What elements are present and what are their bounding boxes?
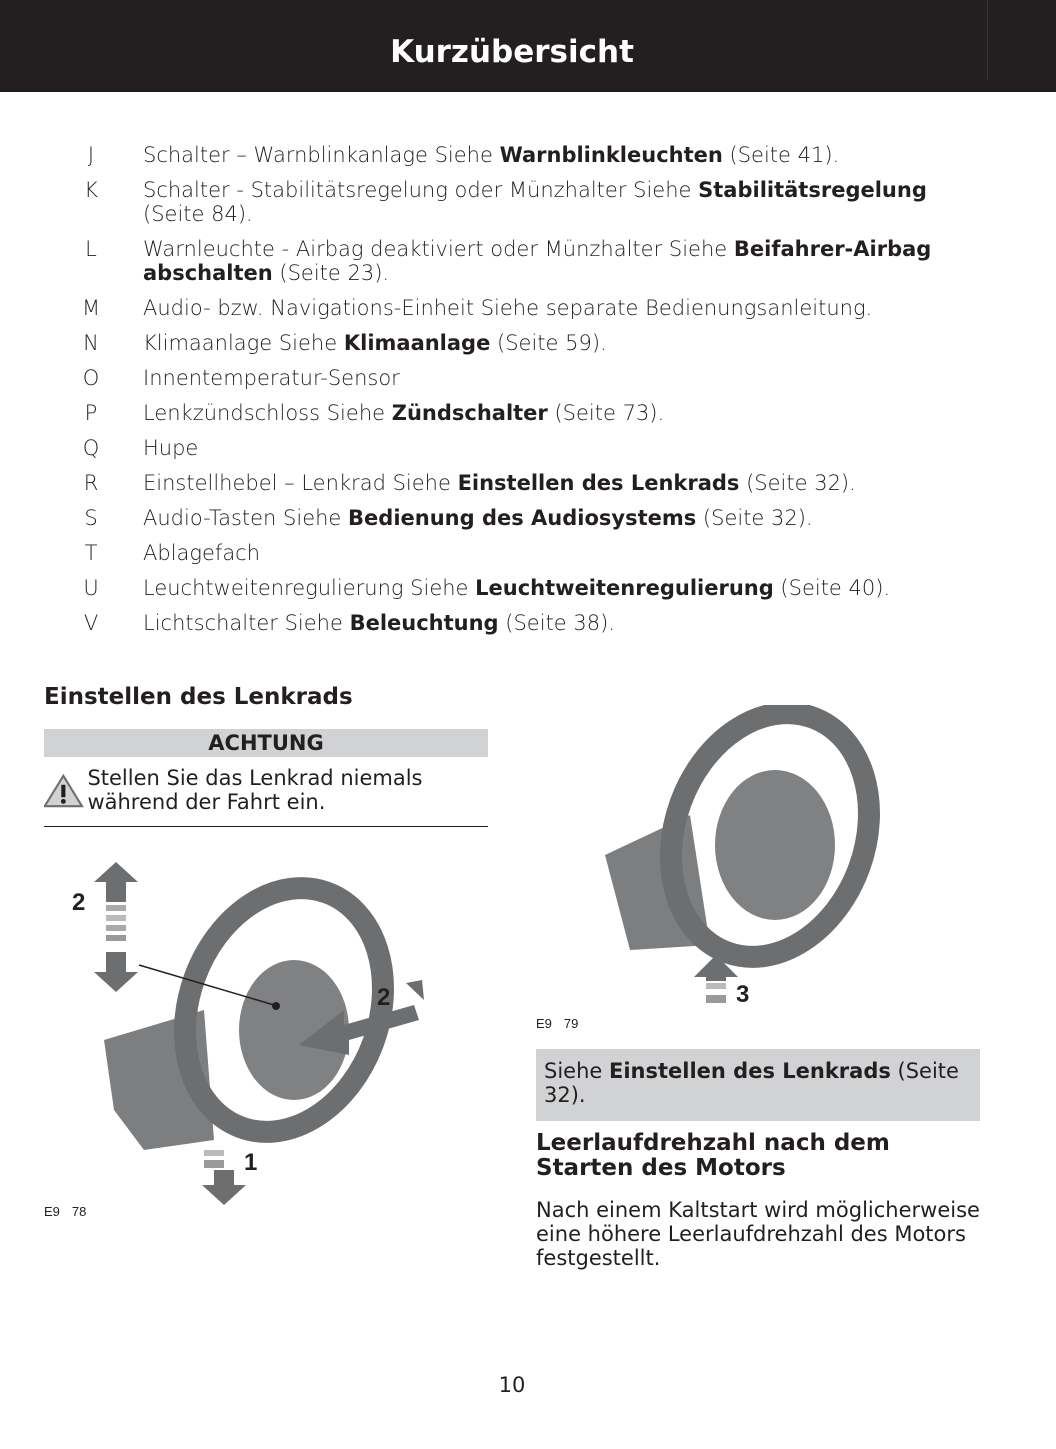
page-title: Kurzübersicht <box>390 34 634 70</box>
item-text <box>143 331 953 355</box>
item-text <box>143 576 953 600</box>
item-key: U <box>83 576 99 600</box>
item-description: Lenkzündschloss Siehe <box>143 401 392 425</box>
item-text <box>143 143 953 167</box>
item-text <box>143 506 953 530</box>
cross-reference-note <box>536 1049 980 1121</box>
item-reference-link[interactable]: Zündschalter <box>391 401 548 425</box>
item-key: V <box>83 611 99 635</box>
item-page: (Seite 40). <box>773 576 891 600</box>
item-reference-link[interactable]: Beifahrer-Airbag abschalten <box>143 237 932 285</box>
list-item <box>70 143 970 167</box>
item-page: (Seite 23). <box>272 261 390 285</box>
item-page: (Seite 84). <box>143 202 253 226</box>
steering-wheel-figure-1 <box>44 860 444 1210</box>
figure-number: 78 <box>71 1204 87 1219</box>
item-key: L <box>85 237 97 261</box>
item-description: Schalter - Stabilitätsregelung oder Münzhalter Siehe <box>143 178 699 202</box>
section-text: Nach einem Kaltstart wird möglicherweise eine höhere Leerlaufdrehzahl des Motors festgestellt. <box>536 1198 980 1270</box>
figure-caption <box>536 1016 590 1031</box>
item-page: (Seite 38). <box>498 611 615 635</box>
item-page: (Seite 32). <box>696 506 813 530</box>
item-description: Warnleuchte - Airbag deaktiviert oder Münzhalter Siehe <box>143 237 734 261</box>
item-page: (Seite 32). <box>739 471 856 495</box>
page-header <box>0 0 1056 92</box>
item-text <box>143 178 953 226</box>
note-prefix: Siehe <box>544 1059 609 1083</box>
item-description: Ablagefach <box>143 541 261 565</box>
item-reference-link[interactable]: Leuchtweitenregulierung <box>475 576 774 600</box>
list-item <box>70 471 970 495</box>
item-text <box>143 541 953 565</box>
item-text <box>143 401 953 425</box>
note-link[interactable]: Einstellen des Lenkrads <box>609 1059 891 1083</box>
section-heading: Leerlaufdrehzahl nach dem Starten des Motors <box>536 1130 890 1181</box>
figure-number: 79 <box>563 1016 579 1031</box>
item-key: J <box>87 143 95 167</box>
item-key: M <box>81 296 101 320</box>
item-description: Audio-Tasten Siehe <box>143 506 349 530</box>
figure-label: 2 <box>72 889 86 916</box>
item-key: S <box>84 506 98 530</box>
item-text <box>143 436 953 460</box>
figure-code: E9 <box>44 1204 60 1219</box>
note-suffix: (Seite 32). <box>544 1059 959 1107</box>
item-description: Klimaanlage Siehe <box>143 331 344 355</box>
item-description: Schalter – Warnblinkanlage Siehe <box>143 143 500 167</box>
item-page: (Seite 41). <box>722 143 840 167</box>
page-number: 10 <box>498 1373 526 1397</box>
item-reference-link[interactable]: Stabilitätsregelung <box>698 178 927 202</box>
list-item <box>70 611 970 635</box>
list-item <box>70 331 970 355</box>
list-item <box>70 436 970 460</box>
figure-caption <box>44 1204 98 1219</box>
warning-text: Stellen Sie das Lenkrad niemals während der Fahrt ein. <box>87 766 423 814</box>
item-reference-link[interactable]: Beleuchtung <box>349 611 499 635</box>
item-key: O <box>82 366 100 390</box>
item-key: T <box>84 541 98 565</box>
figure-code: E9 <box>536 1016 552 1031</box>
item-key: P <box>84 401 98 425</box>
item-text <box>143 611 953 635</box>
figure-label: 3 <box>736 981 750 1008</box>
item-page: (Seite 73). <box>547 401 665 425</box>
list-item <box>70 541 970 565</box>
item-text <box>143 471 953 495</box>
warning-box <box>44 729 488 827</box>
list-item <box>70 576 970 600</box>
item-reference-link[interactable]: Einstellen des Lenkrads <box>457 471 740 495</box>
item-description: Leuchtweitenregulierung Siehe <box>143 576 476 600</box>
section-heading: Einstellen des Lenkrads <box>44 684 353 710</box>
item-text <box>143 366 953 390</box>
item-key: R <box>83 471 99 495</box>
item-page: (Seite 59). <box>490 331 607 355</box>
warning-label: ACHTUNG <box>44 729 488 757</box>
figure-label: 2 <box>377 984 391 1011</box>
steering-wheel-figure-2 <box>600 705 880 1015</box>
list-item <box>70 237 970 285</box>
legend-list <box>70 143 970 646</box>
list-item <box>70 296 970 320</box>
list-item <box>70 366 970 390</box>
warning-triangle-icon <box>44 766 85 816</box>
list-item <box>70 506 970 530</box>
item-description: Innentemperatur-Sensor <box>143 366 400 390</box>
item-reference-link[interactable]: Klimaanlage <box>343 331 491 355</box>
item-key: K <box>84 178 98 202</box>
item-key: Q <box>82 436 100 460</box>
item-description: Lichtschalter Siehe <box>143 611 350 635</box>
item-key: N <box>83 331 99 355</box>
list-item <box>70 178 970 226</box>
figure-label: 1 <box>244 1149 258 1176</box>
item-text <box>143 296 953 320</box>
item-reference-link[interactable]: Bedienung des Audiosystems <box>348 506 697 530</box>
item-reference-link[interactable]: Warnblinkleuchten <box>499 143 723 167</box>
list-item <box>70 401 970 425</box>
item-text <box>143 237 953 285</box>
item-description: Audio- bzw. Navigations-Einheit Siehe separate Bedienungsanleitung. <box>143 296 873 320</box>
item-description: Hupe <box>143 436 199 460</box>
item-description: Einstellhebel – Lenkrad Siehe <box>143 471 458 495</box>
